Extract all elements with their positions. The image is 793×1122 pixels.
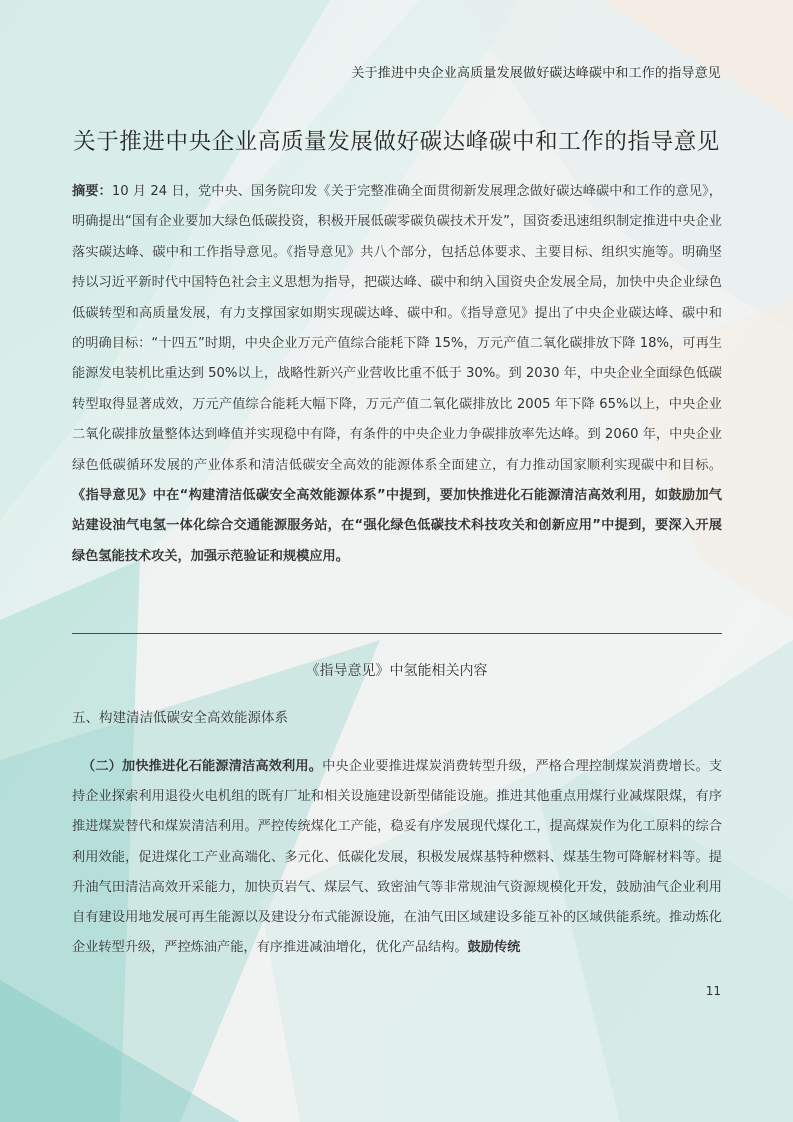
abstract-text: 10 月 24 日，党中央、国务院印发《关于完整准确全面贯彻新发展理念做好碳达峰碳中和工作的意见》，明确提出“国有企业要加大绿色低碳投资，积极开展低碳零碳负碳技术开发”，国资委迅速组织制定推进中央企业落实碳达峰、碳中和工作指导意见。《指导意见》共八个部分，包括总体要求、主要目标、组织实施等。明确坚持以习近平新时代中国特色社会主义思想为指导，把碳达峰、碳中和纳入国资央企发展全局，加快中央企业绿色低碳转型和高质量发展，有力支撑国家如期实现碳达峰、碳中和。《指导意见》提出了中央企业碳达峰、碳中和的明确目标：“十四五”时期，中央企业万元产值综合能耗下降 15%，万元产值二氧化碳排放下降 18%，可再生能源发电装机比重达到 50%以上，战略性新兴产业营收比重不低于 30%。到 2030 年，中央企业全面绿色低碳转型取得显著成效，万元产值综合能耗大幅下降，万元产值二氧化碳排放比 2005 年下降 65%以上，中央企业二氧化碳排放量整体达到峰值并实现稳中有降，有条件的中央企业力争碳排放率先达峰。到 2060 年，中央企业绿色低碳循环发展的产业体系和清洁低碳安全高效的能源体系全面建立，有力推动国家顺利实现碳中和目标。 [72,184,722,473]
body-paragraph [72,752,722,963]
running-header: 关于推进中央企业高质量发展做好碳达峰碳中和工作的指导意见 [351,66,721,81]
body-bold-tail: 鼓励传统 [467,940,521,956]
abstract-bold-text: 《指导意见》中在“构建清洁低碳安全高效能源体系”中提到，要加快推进化石能源清洁高效利用，如鼓励加气站建设油气电氢一体化综合交通能源服务站，在“强化绿色低碳技术科技攻关和创新应用”中提到，要深入开展绿色氢能技术攻关，加强示范验证和规模应用。 [72,488,722,564]
abstract-label: 摘要： [72,184,112,199]
section-subtitle: 《指导意见》中氢能相关内容 [305,663,488,679]
section-divider [72,633,722,634]
page-number: 11 [705,984,721,998]
body-bold-lead: （二）加快推进化石能源清洁高效利用。 [82,759,323,774]
document-title: 关于推进中央企业高质量发展做好碳达峰碳中和工作的指导意见 [73,129,720,155]
body-text: 中央企业要推进煤炭消费转型升级，严格合理控制煤炭消费增长。支持企业探索利用退役火电机组的既有厂址和相关设施建设新型储能设施。推进其他重点用煤行业减煤限煤，有序推进煤炭替代和煤炭清洁利用。严控传统煤化工产能，稳妥有序发展现代煤化工，提高煤炭作为化工原料的综合利用效能，促进煤化工产业高端化、多元化、低碳化发展，积极发展煤基特种燃料、煤基生物可降解材料等。提升油气田清洁高效开采能力，加快页岩气、煤层气、致密油气等非常规油气资源规模化开发，鼓励油气企业利用自有建设用地发展可再生能源以及建设分布式能源设施，在油气田区域建设多能互补的区域供能系统。推动炼化企业转型升级，严控炼油产能，有序推进减油增化，优化产品结构。 [72,759,723,956]
section-heading: 五、构建清洁低碳安全高效能源体系 [72,710,288,726]
abstract-paragraph [72,177,722,572]
